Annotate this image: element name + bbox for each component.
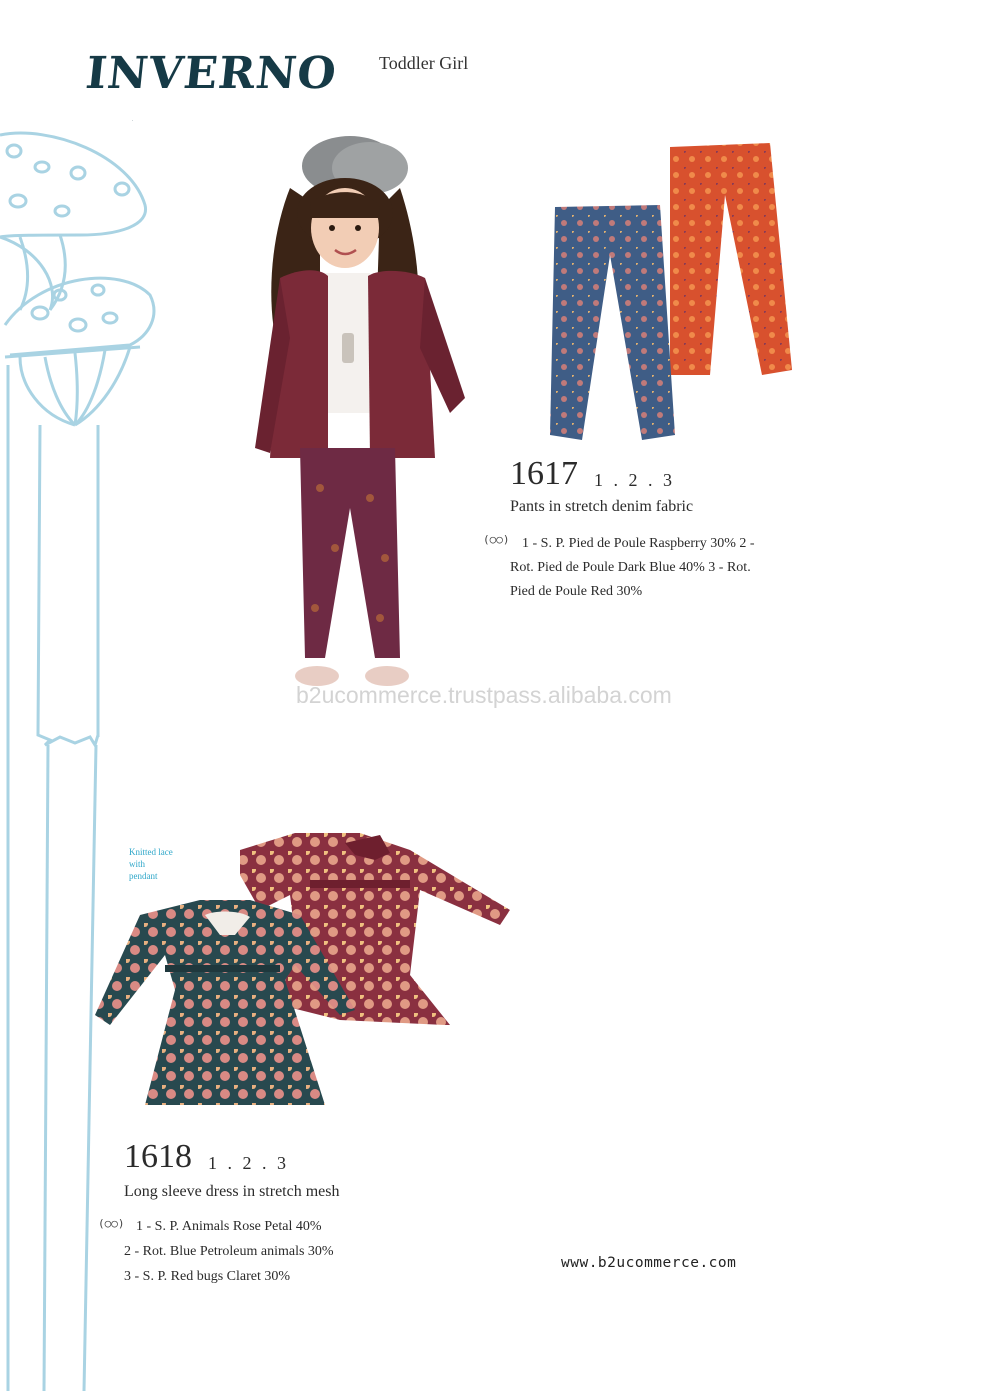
brand-logo: INVERNO xyxy=(83,48,340,99)
product-1617-composition-line: 1 - S. P. Pied de Poule Raspberry 30% 2 - xyxy=(522,536,755,551)
product-1617-description: Pants in stretch denim fabric xyxy=(510,498,694,515)
note-line: with xyxy=(129,859,146,869)
product-1618-composition-line: 1 - S. P. Animals Rose Petal 40% xyxy=(136,1219,322,1234)
product-1618-code: 1618 xyxy=(124,1138,192,1175)
wash-care-icon: (○○) xyxy=(98,1217,125,1230)
product-1618-dresses-photo xyxy=(90,815,520,1120)
product-1617-model-photo xyxy=(250,128,475,698)
note-line: pendant xyxy=(129,871,158,881)
website-url: www.b2ucommerce.com xyxy=(561,1255,737,1271)
page-category: Toddler Girl xyxy=(379,53,469,73)
product-1617-composition-line: Pied de Poule Red 30% xyxy=(510,584,643,599)
mushroom-decoration xyxy=(0,125,160,1391)
product-1618-composition-line: 2 - Rot. Blue Petroleum animals 30% xyxy=(124,1244,334,1259)
product-1617-code: 1617 xyxy=(510,455,578,492)
product-1617-pants-photo xyxy=(540,135,800,445)
note-line: Knitted lace xyxy=(129,847,173,857)
product-1617-composition-line: Rot. Pied de Poule Dark Blue 40% 3 - Rot. xyxy=(510,560,751,575)
product-1618-sizes: 1 . 2 . 3 xyxy=(208,1153,289,1173)
product-1617-sizes: 1 . 2 . 3 xyxy=(594,470,675,490)
product-1618-description: Long sleeve dress in stretch mesh xyxy=(124,1183,340,1200)
brand-logo-subtext: . xyxy=(132,117,134,122)
product-1618-composition-line: 3 - S. P. Red bugs Claret 30% xyxy=(124,1269,291,1284)
watermark: b2ucommerce.trustpass.alibaba.com xyxy=(296,682,672,708)
wash-care-icon: (○○) xyxy=(483,533,510,546)
